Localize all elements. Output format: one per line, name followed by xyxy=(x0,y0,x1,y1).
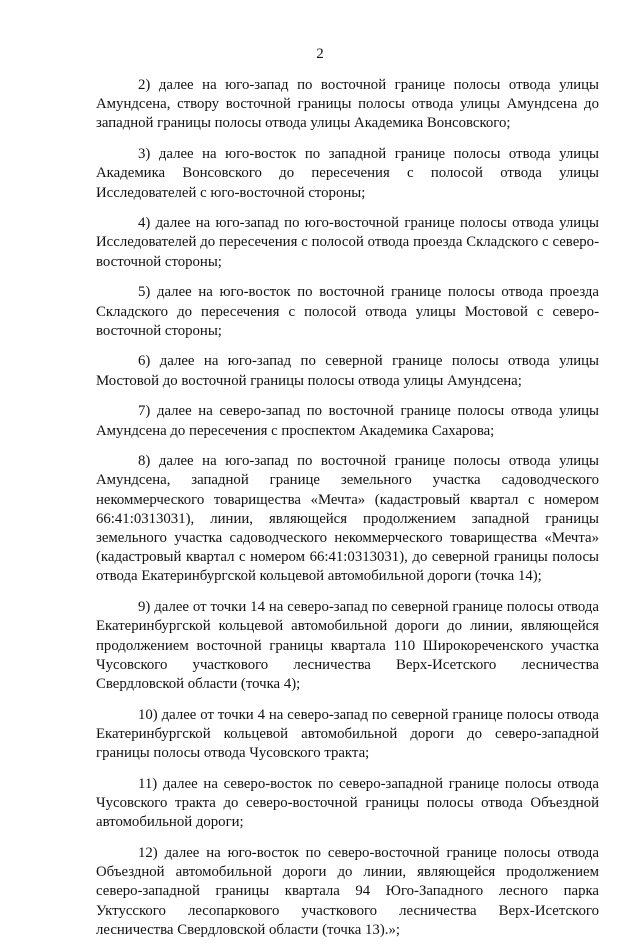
paragraph-5: 5) далее на юго-восток по восточной границе полосы отвода проезда Складского до пересечения с полосой отвода улицы Мостовой с северо-восточной стороны; xyxy=(96,284,599,339)
paragraph-9: 9) далее от точки 14 на северо-запад по северной границе полосы отвода Екатеринбургской кольцевой автомобильной дороги до линии, являющейся продолжением восточной границы квартала 110 Широкореченского участка Чусовского участкового лесничества Верх-Исетского лесничества Свердловской области (точка 4); xyxy=(96,599,599,692)
paragraph-3: 3) далее на юго-восток по западной границе полосы отвода улицы Академика Вонсовского до пересечения с полосой отвода улицы Исследователей с юго-восточной стороны; xyxy=(96,146,599,201)
paragraph-6: 6) далее на юго-запад по северной границе полосы отвода улицы Мостовой до восточной границы полосы отвода улицы Амундсена; xyxy=(96,353,599,389)
paragraph-10: 10) далее от точки 4 на северо-запад по северной границе полосы отвода Екатеринбургской кольцевой автомобильной дороги до северо-западной границы полосы отвода Чусовского тракта; xyxy=(96,706,599,762)
paragraph-2: 2) далее на юго-запад по восточной границе полосы отвода улицы Амундсена, створу восточной границы полосы отвода улицы Амундсена до западной границы полосы отвода улицы Академика Вонсовского; xyxy=(96,77,599,132)
paragraph-12: 12) далее на юго-восток по северо-восточной границе полосы отвода Объездной автомобильной дороги до линии, являющейся продолжением северо-западной границы квартала 94 Юго-Западного лесного парка Уктусского лесопаркового участкового лесничества Верх-Исетского лесничества Свердловской области (точка 13).»; xyxy=(96,844,599,938)
paragraph-4: 4) далее на юго-запад по юго-восточной границе полосы отвода улицы Исследователей до пересечения с полосой отвода проезда Складского с северо-восточной стороны; xyxy=(96,215,599,270)
page-number: 2 xyxy=(316,46,324,62)
paragraph-8: 8) далее на юго-запад по восточной границе полосы отвода улицы Амундсена, западной границе земельного участка садоводческого некоммерческого товарищества «Мечта» (кадастровый квартал с номером 66:41:0313031), линии, являющейся продолжением западной границы земельного участка садоводческого некоммерческого товарищества «Мечта» (кадастровый квартал с номером 66:41:0313031), до северной границы полосы отвода Екатеринбургской кольцевой автомобильной дороги (точка 14); xyxy=(96,453,599,585)
paragraph-11: 11) далее на северо-восток по северо-западной границе полосы отвода Чусовского тракта до северо-восточной границы полосы отвода Объездной автомобильной дороги; xyxy=(96,775,599,831)
document-body xyxy=(96,76,599,951)
paragraph-7: 7) далее на северо-запад по восточной границе полосы отвода улицы Амундсена до пересечения с проспектом Академика Сахарова; xyxy=(96,403,599,439)
